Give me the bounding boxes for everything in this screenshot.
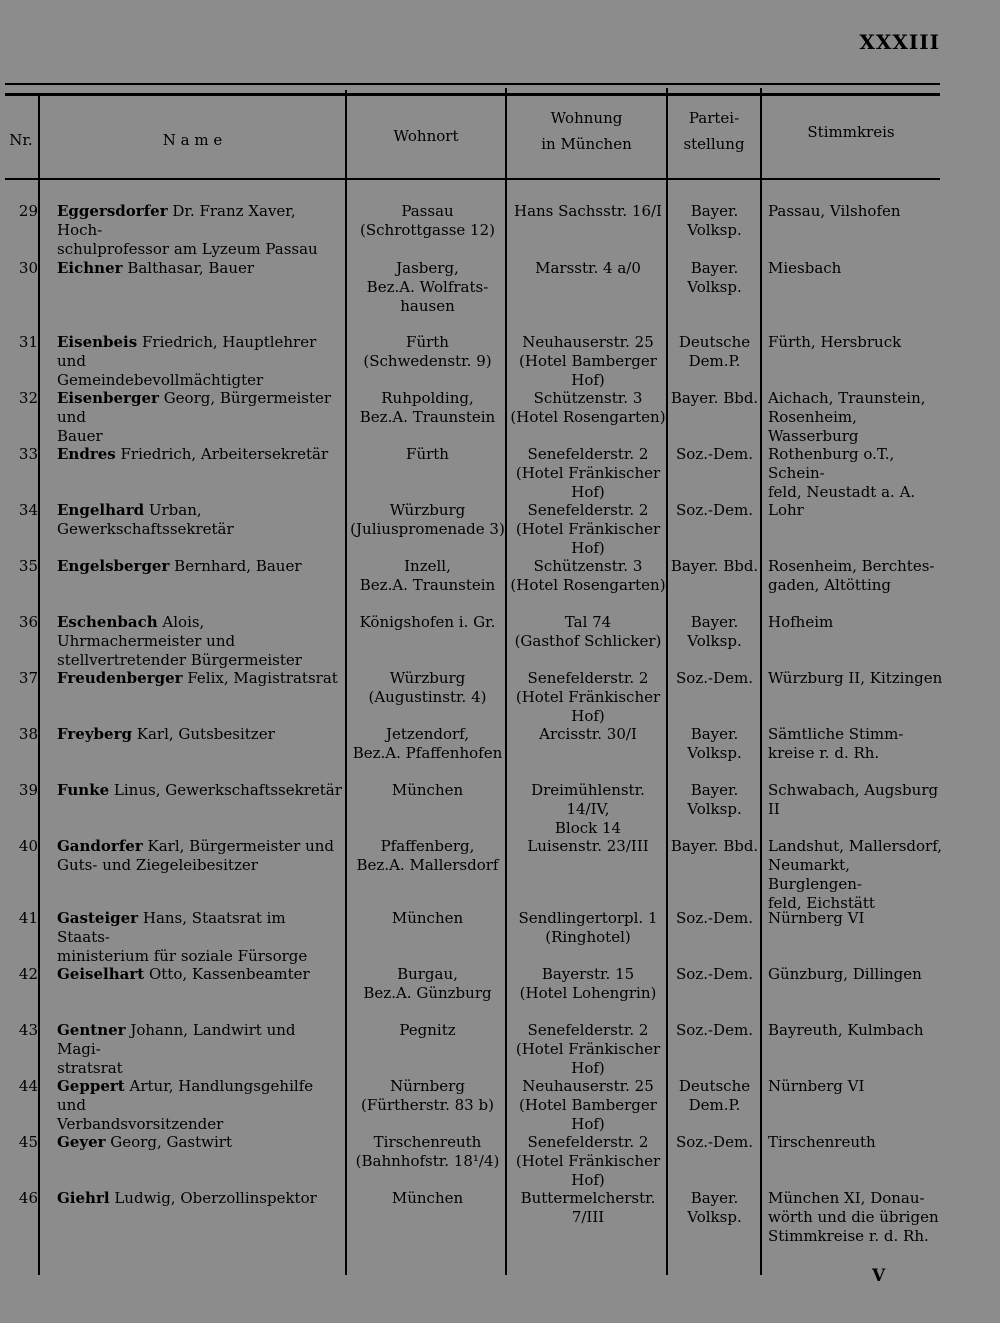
party-line: Bayer. xyxy=(690,1189,739,1207)
member-surname: Engelhard xyxy=(57,501,145,519)
constituency xyxy=(768,1021,946,1040)
munich-address-line: (Hotel Rosengarten) xyxy=(510,576,666,594)
member-details: Karl, Gutsbesitzer xyxy=(136,725,275,743)
member-details: Georg, Bürgermeister und xyxy=(57,389,332,426)
member-details: Bernhard, Bauer xyxy=(174,557,302,575)
row-number: 30 xyxy=(18,259,38,277)
munich-address xyxy=(508,1021,668,1078)
member-details-cont: Verbandsvorsitzender xyxy=(57,1115,224,1133)
member-details: Hans, Staatsrat im Staats- xyxy=(57,909,286,946)
member-details: Alois, Uhrmachermeister und xyxy=(57,613,236,650)
party-line: Soz.-Dem. xyxy=(676,669,753,687)
row-number: 37 xyxy=(18,669,38,687)
munich-address xyxy=(508,1189,668,1227)
constituency-line: Bayreuth, Kulmbach xyxy=(768,1021,924,1039)
member-name xyxy=(57,909,342,966)
party xyxy=(669,613,760,651)
member-surname: Geppert xyxy=(57,1077,125,1095)
munich-address xyxy=(508,613,668,651)
party-line: Bayer. xyxy=(690,202,739,220)
constituency-line: feld, Neustadt a. A. xyxy=(768,483,916,501)
party-line: Bayer. xyxy=(690,725,739,743)
constituency xyxy=(768,202,946,221)
residence-line: Fürth xyxy=(406,445,449,463)
munich-address xyxy=(508,1077,668,1134)
constituency xyxy=(768,333,946,352)
munich-address xyxy=(508,725,668,744)
party xyxy=(669,389,760,408)
munich-address-line: Senefelderstr. 2 xyxy=(527,669,649,687)
member-surname: Eisenbeis xyxy=(57,333,138,351)
munich-address xyxy=(508,909,668,947)
residence-line: Nürnberg xyxy=(390,1077,465,1095)
constituency xyxy=(768,557,946,595)
residence xyxy=(350,1189,505,1208)
row-number: 45 xyxy=(18,1133,38,1151)
residence-line: München xyxy=(391,909,464,927)
residence-line: Bez.A. Traunstein xyxy=(359,408,496,426)
residence xyxy=(350,837,505,875)
constituency-line: Miesbach xyxy=(768,259,842,277)
residence-line: (Bahnhofstr. 18¹/4) xyxy=(355,1152,500,1170)
residence-line: Bez.A. Pfaffenhofen xyxy=(352,744,503,762)
row-number: 39 xyxy=(18,781,38,799)
party-line: Deutsche xyxy=(678,333,751,351)
header-wohnung-line2: in München xyxy=(541,134,632,153)
constituency-line: gaden, Altötting xyxy=(768,576,892,594)
munich-address-line: (Hotel Lohengrin) xyxy=(519,984,657,1002)
constituency xyxy=(768,501,946,520)
residence-line: Tirschenreuth xyxy=(373,1133,482,1151)
row-number: 42 xyxy=(18,965,38,983)
party xyxy=(669,557,760,576)
member-surname: Eggersdorfer xyxy=(57,202,168,220)
member-details: Linus, Gewerkschaftssekretär xyxy=(113,781,342,799)
member-details: Urban, Gewerkschaftssekretär xyxy=(57,501,234,538)
party-line: Bayer. Bbd. xyxy=(670,837,759,855)
munich-address-line: (Hotel Bamberger Hof) xyxy=(519,352,657,389)
member-surname: Eichner xyxy=(57,259,123,277)
member-details-cont: ministerium für soziale Fürsorge xyxy=(57,947,308,965)
header-top-rule xyxy=(5,93,940,96)
constituency-line: Würzburg II, Kitzingen xyxy=(768,669,943,687)
munich-address-line: Arcisstr. 30/I xyxy=(539,725,637,743)
constituency-line: wörth und die übrigen xyxy=(768,1208,939,1226)
munich-address xyxy=(508,501,668,558)
residence-line: Jetzendorf, xyxy=(386,725,469,743)
constituency xyxy=(768,965,946,984)
row-number: 46 xyxy=(18,1189,38,1207)
constituency xyxy=(768,1189,946,1246)
residence-line: München xyxy=(391,1189,464,1207)
member-surname: Funke xyxy=(57,781,110,799)
constituency-line: feld, Eichstätt xyxy=(768,894,875,912)
munich-address-line: Block 14 xyxy=(554,819,622,837)
member-surname: Gandorfer xyxy=(57,837,143,855)
residence xyxy=(350,965,505,1003)
residence xyxy=(350,557,505,595)
munich-address xyxy=(508,837,668,856)
member-details-cont: schulprofessor am Lyzeum Passau xyxy=(57,240,318,258)
member-surname: Engelsberger xyxy=(57,557,170,575)
row-number: 34 xyxy=(18,501,38,519)
munich-address-line: Dreimühlenstr. 14/IV, xyxy=(531,781,645,818)
munich-address-line: Schützenstr. 3 xyxy=(533,389,643,407)
constituency xyxy=(768,837,946,913)
constituency xyxy=(768,909,946,928)
munich-address xyxy=(508,202,668,221)
residence xyxy=(350,613,505,632)
residence-line: München xyxy=(391,781,464,799)
munich-address-line: Senefelderstr. 2 xyxy=(527,501,649,519)
constituency-line: Aichach, Traunstein, xyxy=(768,389,926,407)
member-surname: Freudenberger xyxy=(57,669,183,687)
member-surname: Eisenberger xyxy=(57,389,159,407)
column-divider xyxy=(345,90,347,1275)
header-wohnort: Wohnort xyxy=(393,127,459,145)
member-details: Balthasar, Bauer xyxy=(127,259,255,277)
munich-address-line: (Hotel Fränkischer Hof) xyxy=(515,1152,661,1189)
constituency-line: Rosenheim, Berchtes- xyxy=(768,557,935,575)
party-line: Volksp. xyxy=(687,632,742,650)
munich-address-line: Senefelderstr. 2 xyxy=(527,1133,649,1151)
member-surname: Gasteiger xyxy=(57,909,139,927)
munich-address-line: Luisenstr. 23/III xyxy=(527,837,649,855)
residence-line: (Augustinstr. 4) xyxy=(368,688,487,706)
top-rule xyxy=(5,83,940,85)
party xyxy=(669,259,760,297)
residence xyxy=(350,333,505,371)
header-stimmkreis: Stimmkreis xyxy=(807,123,895,141)
party-line: Soz.-Dem. xyxy=(676,1133,753,1151)
constituency xyxy=(768,389,946,446)
member-surname: Freyberg xyxy=(57,725,132,743)
constituency-line: Sämtliche Stimm- xyxy=(768,725,904,743)
member-name xyxy=(57,965,342,984)
party xyxy=(669,781,760,819)
party xyxy=(669,445,760,464)
constituency xyxy=(768,613,946,632)
munich-address-line: Hans Sachsstr. 16/I xyxy=(514,202,662,220)
munich-address-line: (Hotel Rosengarten) xyxy=(510,408,666,426)
residence-line: Inzell, xyxy=(404,557,451,575)
party xyxy=(669,202,760,240)
constituency-line: München XI, Donau- xyxy=(768,1189,925,1207)
member-name xyxy=(57,1021,342,1078)
residence-line: Jasberg, xyxy=(396,259,459,277)
residence-line: Bez.A. Traunstein xyxy=(359,576,496,594)
member-details: Karl, Bürgermeister und xyxy=(147,837,335,855)
party-line: Soz.-Dem. xyxy=(676,501,753,519)
row-number: 41 xyxy=(18,909,38,927)
constituency-line: Günzburg, Dillingen xyxy=(768,965,922,983)
member-surname: Eschenbach xyxy=(57,613,158,631)
member-surname: Giehrl xyxy=(57,1189,110,1207)
residence-line: Bez.A. Günzburg xyxy=(363,984,492,1002)
residence xyxy=(350,445,505,464)
row-number: 38 xyxy=(18,725,38,743)
munich-address-line: (Hotel Fränkischer Hof) xyxy=(515,688,661,725)
party-line: Bayer. Bbd. xyxy=(670,557,759,575)
munich-address-line: Schützenstr. 3 xyxy=(533,557,643,575)
munich-address xyxy=(508,669,668,726)
member-name xyxy=(57,837,342,875)
constituency-line: Stimmkreise r. d. Rh. xyxy=(768,1227,929,1245)
header-name: N a m e xyxy=(162,131,223,149)
munich-address-line: Tal 74 xyxy=(564,613,612,631)
constituency-line: Nürnberg VI xyxy=(768,909,865,927)
residence-line: Bez.A. Wolfrats- xyxy=(366,278,489,296)
residence xyxy=(350,389,505,427)
member-name xyxy=(57,259,342,278)
party-line: Soz.-Dem. xyxy=(676,1021,753,1039)
header-partei-line1: Partei- xyxy=(688,109,740,127)
party-line: Volksp. xyxy=(687,221,742,239)
member-details: Felix, Magistratsrat xyxy=(187,669,338,687)
munich-address-line: (Hotel Fränkischer Hof) xyxy=(515,464,661,501)
constituency-line: Schwabach, Augsburg II xyxy=(768,781,939,818)
munich-address-line: Buttermelcherstr. 7/III xyxy=(520,1189,656,1226)
member-surname: Geyer xyxy=(57,1133,106,1151)
member-details-cont: Gemeindebevollmächtigter xyxy=(57,371,264,389)
row-number: 35 xyxy=(18,557,38,575)
party-line: Bayer. Bbd. xyxy=(670,389,759,407)
munich-address-line: Bayerstr. 15 xyxy=(541,965,635,983)
member-details: Otto, Kassenbeamter xyxy=(148,965,310,983)
party xyxy=(669,333,760,371)
row-number: 40 xyxy=(18,837,38,855)
munich-address xyxy=(508,557,668,595)
residence-line: (Schwedenstr. 9) xyxy=(363,352,492,370)
party-line: Dem.P. xyxy=(688,1096,741,1114)
party-line: Bayer. xyxy=(690,781,739,799)
constituency-line: Tirschenreuth xyxy=(768,1133,876,1151)
party xyxy=(669,1189,760,1227)
constituency-line: kreise r. d. Rh. xyxy=(768,744,880,762)
party-line: Soz.-Dem. xyxy=(676,445,753,463)
party-line: Volksp. xyxy=(687,744,742,762)
munich-address-line: Sendlingertorpl. 1 xyxy=(518,909,658,927)
party-line: Volksp. xyxy=(687,1208,742,1226)
row-number: 44 xyxy=(18,1077,38,1095)
residence-line: Fürth xyxy=(406,333,449,351)
residence-line: Pegnitz xyxy=(399,1021,456,1039)
constituency xyxy=(768,1077,946,1096)
party xyxy=(669,1133,760,1152)
residence-line: Würzburg xyxy=(389,669,466,687)
residence xyxy=(350,1133,505,1171)
residence xyxy=(350,781,505,800)
party xyxy=(669,909,760,928)
munich-address-line: Senefelderstr. 2 xyxy=(527,445,649,463)
residence xyxy=(350,1021,505,1040)
residence-line: (Fürtherstr. 83 b) xyxy=(361,1096,494,1114)
constituency-line: Lohr xyxy=(768,501,804,519)
party xyxy=(669,669,760,688)
party xyxy=(669,1021,760,1040)
member-name xyxy=(57,1189,342,1208)
member-name xyxy=(57,389,342,446)
munich-address xyxy=(508,333,668,390)
munich-address xyxy=(508,965,668,1003)
residence-line: Ruhpolding, xyxy=(381,389,474,407)
residence xyxy=(350,1077,505,1115)
residence-line: Würzburg xyxy=(389,501,466,519)
member-name xyxy=(57,781,342,800)
residence xyxy=(350,669,505,707)
residence-line: (Schrottgasse 12) xyxy=(360,221,495,239)
header-wohnung xyxy=(507,106,666,157)
munich-address xyxy=(508,445,668,502)
member-name xyxy=(57,501,342,539)
footer-mark: V xyxy=(872,1266,886,1286)
party-line: Volksp. xyxy=(687,278,742,296)
constituency-line: Landshut, Mallersdorf, xyxy=(768,837,942,855)
residence-line: (Juliuspromenade 3) xyxy=(350,520,505,538)
member-name xyxy=(57,1133,342,1152)
member-details: Artur, Handlungsgehilfe und xyxy=(57,1077,314,1114)
party xyxy=(669,837,760,856)
column-divider xyxy=(760,88,762,1275)
member-name xyxy=(57,725,342,744)
member-name xyxy=(57,202,342,259)
member-details-cont: Guts- und Ziegeleibesitzer xyxy=(57,856,258,874)
munich-address-line: (Gasthof Schlicker) xyxy=(514,632,662,650)
row-number: 32 xyxy=(18,389,38,407)
member-surname: Endres xyxy=(57,445,116,463)
munich-address xyxy=(508,259,668,278)
member-details: Friedrich, Hauptlehrer und xyxy=(57,333,317,370)
party-line: Bayer. xyxy=(690,613,739,631)
munich-address-line: Neuhauserstr. 25 xyxy=(522,333,654,351)
header-bottom-rule xyxy=(5,178,940,180)
party-line: Bayer. xyxy=(690,259,739,277)
munich-address xyxy=(508,1133,668,1190)
constituency-line: Neumarkt, Burglengen- xyxy=(768,856,862,893)
munich-address-line: Neuhauserstr. 25 xyxy=(522,1077,654,1095)
row-number: 29 xyxy=(18,202,38,220)
munich-address-line: (Hotel Bamberger Hof) xyxy=(519,1096,657,1133)
constituency-line: Fürth, Hersbruck xyxy=(768,333,902,351)
header-partei xyxy=(668,106,760,157)
constituency-line: Hofheim xyxy=(768,613,834,631)
party-line: Soz.-Dem. xyxy=(676,909,753,927)
member-details-cont: stellvertretender Bürgermeister xyxy=(57,651,302,669)
party xyxy=(669,965,760,984)
page-number: XXXIII xyxy=(859,30,940,54)
member-name xyxy=(57,445,342,464)
residence-line: Burgau, xyxy=(397,965,458,983)
residence xyxy=(350,909,505,928)
party xyxy=(669,501,760,520)
residence-line: Passau xyxy=(401,202,454,220)
header-nr: Nr. xyxy=(9,131,33,149)
member-name xyxy=(57,333,342,390)
party-line: Dem.P. xyxy=(688,352,741,370)
constituency-line: Passau, Vilshofen xyxy=(768,202,901,220)
party-line: Volksp. xyxy=(687,800,742,818)
header-wohnung-line1: Wohnung xyxy=(550,109,623,127)
member-surname: Geiselhart xyxy=(57,965,145,983)
member-name xyxy=(57,1077,342,1134)
row-number: 31 xyxy=(18,333,38,351)
member-details: Friedrich, Arbeitersekretär xyxy=(120,445,329,463)
party xyxy=(669,725,760,763)
constituency xyxy=(768,445,946,502)
row-number: 36 xyxy=(18,613,38,631)
residence xyxy=(350,725,505,763)
constituency-line: Nürnberg VI xyxy=(768,1077,865,1095)
member-details: Ludwig, Oberzollinspektor xyxy=(114,1189,317,1207)
munich-address-line: (Ringhotel) xyxy=(545,928,631,946)
member-name xyxy=(57,613,342,670)
row-number: 43 xyxy=(18,1021,38,1039)
residence xyxy=(350,202,505,240)
residence-line: hausen xyxy=(400,297,455,315)
munich-address-line: (Hotel Fränkischer Hof) xyxy=(515,520,661,557)
munich-address-line: (Hotel Fränkischer Hof) xyxy=(515,1040,661,1077)
member-details: Dr. Franz Xaver, Hoch- xyxy=(57,202,296,239)
member-details-cont: stratsrat xyxy=(57,1059,123,1077)
party-line: Deutsche xyxy=(678,1077,751,1095)
munich-address-line: Senefelderstr. 2 xyxy=(527,1021,649,1039)
residence-line: Pfaffenberg, xyxy=(380,837,475,855)
constituency xyxy=(768,669,946,688)
member-details: Johann, Landwirt und Magi- xyxy=(57,1021,296,1058)
munich-address-line: Marsstr. 4 a/0 xyxy=(535,259,641,277)
member-details: Georg, Gastwirt xyxy=(110,1133,232,1151)
constituency-line: Rosenheim, Wasserburg xyxy=(768,408,859,445)
residence-line: Königshofen i. Gr. xyxy=(359,613,496,631)
column-divider xyxy=(38,96,40,1275)
party-line: Soz.-Dem. xyxy=(676,965,753,983)
party xyxy=(669,1077,760,1115)
constituency xyxy=(768,1133,946,1152)
member-name xyxy=(57,557,342,576)
member-details-cont: Bauer xyxy=(57,427,103,445)
member-name xyxy=(57,669,342,688)
munich-address xyxy=(508,389,668,427)
residence xyxy=(350,501,505,539)
constituency-line: Rothenburg o.T., Schein- xyxy=(768,445,895,482)
member-surname: Gentner xyxy=(57,1021,126,1039)
residence xyxy=(350,259,505,316)
constituency xyxy=(768,781,946,819)
column-divider xyxy=(505,88,507,1275)
constituency xyxy=(768,259,946,278)
munich-address xyxy=(508,781,668,838)
row-number: 33 xyxy=(18,445,38,463)
constituency xyxy=(768,725,946,763)
header-partei-line2: stellung xyxy=(683,134,745,153)
residence-line: Bez.A. Mallersdorf xyxy=(356,856,499,874)
